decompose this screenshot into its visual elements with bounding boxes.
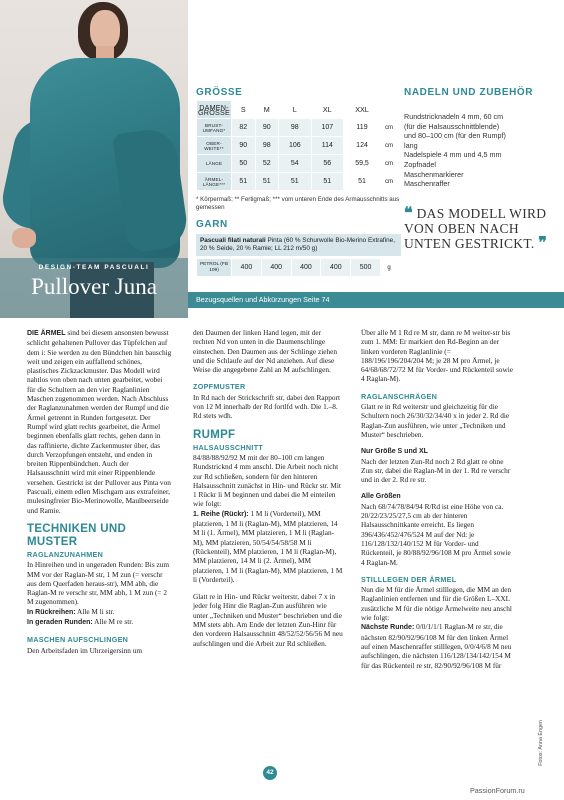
size-heading: GRÖSSE	[196, 87, 243, 98]
photo-credit: Fotos: Anna Engen	[538, 720, 544, 766]
size-header-row	[197, 101, 397, 118]
paragraph: Glatt re in Hin- und Rückr weiterstr, dabei 7 x in jeder folg Hinr die Raglan-Zun ausführen wie unter „Techniken und Muster“ beschrieben und die MM stets abh. Am Ende der letzten Zun-Hinr für den vorderen Halsausschnitt 48/52/52/56/56 M neu aufschlingen und die Arbeit zur Rd schließen.	[193, 592, 343, 648]
size-col: XXL	[344, 101, 380, 118]
table-cell: 51	[344, 173, 380, 190]
unit-cell: cm	[381, 119, 397, 136]
table-cell: 52	[256, 155, 279, 172]
column-2	[193, 328, 343, 656]
paragraph	[193, 509, 343, 584]
paragraph: Nun die M für die Ärmel stilllegen, die MM an den Raglanlinien entfernen und für die Größen L–XXL zusätzliche M für die nötige Ärmelweite neu anschl wie folgt:	[361, 585, 512, 623]
label-all-sizes: Alle Größen	[361, 493, 401, 501]
first-row-text: 1 M li (Vorderteil), MM platzieren, 1 M li (Raglan-M), MM platzieren, 14 M li (1. Ärmel), MM platzieren, 1 M li (Raglan-M), MM platzieren, 50/54/54/58/58 M li (Rückenteil), MM platzieren, 1 M li (Raglan-M), MM platzieren, 14 M li (2. Ärmel), MM platzieren, 1 M li (Raglan-M), MM platzieren, 1 M li (Vorderteil).	[193, 508, 343, 584]
gerade-runden-text: Alle M re str.	[92, 617, 134, 627]
yarn-details: Pinta (60 % Schurwolle Bio-Merino Extrafine, 20 % Seide, 20 % Ramie; LL 212 m/50 g)	[200, 237, 396, 252]
table-row	[197, 119, 397, 136]
paragraph	[361, 622, 513, 669]
designer-label: DESIGN-TEAM PASCUALI	[38, 264, 150, 271]
section-heading-body: RUMPF	[193, 428, 236, 441]
next-round-text: 0/0/1/1/1 Raglan-M re str, die nächsten 82/90/92/96/108 M für den linken Ärmel auf einen Maschenraffer stilllegen, 0/0/4/6/8 M neu aufschlingen, die nächsten 116/128/134/142/154 M für das Rückenteil re str, 82/90/92/96/108 M für	[361, 622, 512, 670]
table-cell: 51	[232, 173, 255, 190]
table-cell: 106	[279, 137, 310, 154]
rueckreihen-text: Alle M li str.	[75, 606, 115, 616]
paragraph: den Daumen der linken Hand legen, mit der rechten Nd von unten in die Daumenschlinge einstechen. Den Daumen aus der Schlinge ziehen und die Schlaufe auf der Nd anziehen. Auf diese Weise die angegebene Zahl an M aufschlingen.	[193, 328, 338, 375]
unit-cell: cm	[381, 137, 397, 154]
quote-text: DAS MODELL WIRD VON OBEN NACH UNTEN GESTRICKT.	[404, 206, 547, 251]
row-label: BRUST-UMFANG*	[197, 119, 231, 136]
unit-cell-empty	[381, 101, 397, 118]
subheading-hold-sleeves: STILLLEGEN DER ÄRMEL	[361, 574, 457, 584]
table-cell: 50	[232, 155, 255, 172]
intro-text: sind bei diesem ansonsten bewusst schlicht gehaltenen Pullover das Tüpfelchen auf dem i: Sie werden zu den Bündchen hin bauschig weit und zeigen ein auffallend schönes, plastisches Zickzackmuster. Das Modell wird nahtlos von oben nach unten gearbeitet, wobei für die Schultern an den vier Raglanlinien Maschen zugenommen werden. Nach Abschluss der Raglanzunahmen werden der Rumpf und die Ärmel getrennt in Runden fortgesetzt. Der Rumpf wird glatt rechts gearbeitet, die Ärmel beginnen ebenfalls glatt rechts, gehen dann in das raffinierte, dichte Zackenmuster über, das durch Verzopfungen entsteht, und enden in breiten Rippenbündchen. Auch der Halsausschnitt wird mit einer Rippenblende versehen. Gestrickt ist der Pullover aus Pinta von Pascuali, einem edlen Mischgarn aus extrafeiner, mulesingfreier Bio-Merinowolle, Maulbeerseide und Ramie.	[27, 328, 172, 515]
model-face	[90, 10, 120, 50]
table-cell: 90	[256, 119, 279, 136]
intro-paragraph	[27, 328, 172, 515]
paragraph: Den Arbeitsfaden im Uhrzeigersinn um	[27, 645, 143, 655]
size-table	[196, 100, 398, 191]
yarn-heading: GARN	[196, 219, 228, 230]
yarn-description	[196, 234, 401, 256]
page-number: 42	[263, 766, 277, 780]
table-row	[197, 259, 397, 276]
model-hand	[12, 228, 36, 248]
size-header-label: DAMEN-GRÖSSE	[198, 102, 230, 117]
table-cell: 107	[312, 119, 343, 136]
quote-open-icon: ❝	[404, 205, 413, 222]
label-next-round: Nächste Runde:	[361, 624, 415, 632]
table-cell: 500	[351, 259, 380, 276]
row-label: LÄNGE	[197, 155, 231, 172]
list-item: lang	[404, 140, 418, 150]
needles-list	[404, 112, 556, 189]
section-heading-techniques: TECHNIKEN UND MUSTER	[27, 522, 127, 548]
table-row	[197, 155, 397, 172]
table-cell: 124	[344, 137, 380, 154]
table-cell: 82	[232, 119, 255, 136]
table-cell: 119	[344, 119, 380, 136]
list-item: Nadelspiele 4 mm und 4,5 mm	[404, 150, 502, 160]
paragraph: Glatt re in Rd weiterstr und gleichzeitig für die Schultern noch 26/30/32/34/40 x in jeder 2. Rd die Raglan-Zun ausführen, wie unter „Techniken und Muster“ beschrieben.	[361, 402, 510, 439]
needles-heading: NADELN UND ZUBEHÖR	[404, 87, 534, 98]
table-row	[197, 173, 397, 190]
yarn-name: Pascuali filati naturali	[200, 237, 266, 244]
label-first-row: 1. Reihe (Rückr):	[193, 510, 249, 518]
row-label: PETROL (FB 109)	[197, 259, 231, 276]
table-cell: 400	[232, 259, 261, 276]
size-col: L	[279, 101, 310, 118]
list-item: Zopfnadel	[404, 159, 436, 169]
pull-quote	[404, 206, 554, 251]
paragraph: Über alle M 1 Rd re M str, dann re M weiter-str bis zum 1. MM: Er markiert den Rd-Beginn an der linken vorderen Raglanlinie (= 188/196/196/204/204 M; je 28 M pro Ärmel, je 64/68/68/72/72 M für Vorder- und Rückenteil sowie 4 Raglan-M).	[361, 328, 513, 384]
raglan-text: In Hinreihen und in ungeraden Runden: Bis zum MM vor der Raglan-M str, 1 M zun (= verschr aus dem Querfaden heraus-str), MM abh, die Raglan-M re verschr str, MM abh, 1 M zun (= 2 M zugenommen).	[27, 560, 170, 607]
subheading-raglan-increase: RAGLANZUNAHMEN	[27, 549, 104, 559]
paragraph: In Rd nach der Strickschrift str, dabei den Rapport von 12 M innerhalb der Rd fortlfd wdh. Die 1.–8. Rd stets wdh.	[193, 392, 341, 421]
table-cell: 400	[262, 259, 291, 276]
table-cell: 98	[256, 137, 279, 154]
page-title: Pullover Juna	[31, 274, 157, 299]
table-cell: 51	[256, 173, 279, 190]
table-cell: 51	[279, 173, 310, 190]
quote-close-icon: ❞	[538, 235, 548, 252]
size-col: S	[232, 101, 255, 118]
subheading-neckline: HALSAUSSCHNITT	[193, 442, 264, 452]
paragraph	[27, 560, 172, 606]
list-item: Maschenmarkierer	[404, 169, 464, 179]
table-cell: 51	[312, 173, 343, 190]
row-label: OBER-WEITE**	[197, 137, 231, 154]
paragraph: 84/88/88/92/92 M mit der 80–100 cm langen Rundstricknd 4 mm anschl. Die Arbeit noch nicht zur Rd schließen, sondern für den hinteren Halsausschnitt zunächst in Hin- und Rückr str. Mit 1 Rückr li M beginnen und dabei die M einteilen wie folgt:	[193, 452, 341, 509]
paragraph: Nach 68/74/78/84/94 R/Rd ist eine Höhe von ca. 20/22/23/25/27,5 cm ab der hinteren Halsausschnittkante erreicht. Es liegen 396/436/452/476/524 M auf der Nd: je 116/128/132/140/152 M für Vorder- und Rückenteil, je 80/88/92/96/108 M pro Ärmel sowie 4 Raglan-M.	[361, 501, 511, 567]
intro-lead: DIE ÄRMEL	[27, 330, 66, 337]
size-col: XL	[312, 101, 343, 118]
size-col: M	[256, 101, 279, 118]
table-cell: 54	[279, 155, 310, 172]
watermark: PassionForum.ru	[470, 786, 525, 795]
subheading-cast-on: MASCHEN AUFSCHLINGEN	[27, 635, 129, 645]
table-cell: 400	[321, 259, 350, 276]
label-gerade-runden: In geraden Runden:	[27, 619, 93, 627]
table-cell: 56	[312, 155, 343, 172]
subheading-cable-pattern: ZOPFMUSTER	[193, 382, 246, 392]
unit-cell: g	[381, 259, 397, 276]
list-item: Maschenraffer	[404, 179, 450, 189]
list-item: und 80–100 cm (für den Rumpf)	[404, 131, 506, 141]
row-label: ÄRMEL-LÄNGE***	[197, 173, 231, 190]
label-size-s-xl: Nur Größe S und XL	[361, 448, 428, 456]
table-cell: 98	[279, 119, 310, 136]
unit-cell: cm	[381, 173, 397, 190]
table-row	[197, 137, 397, 154]
table-cell: 400	[292, 259, 321, 276]
reference-strip: Bezugsquellen und Abkürzungen Seite 74	[188, 292, 564, 308]
subheading-raglan-slopes: RAGLANSCHRÄGEN	[361, 391, 438, 401]
label-rueckreihen: In Rückreihen:	[27, 608, 76, 616]
column-1	[27, 328, 172, 663]
list-item: Rundstricknadeln 4 mm, 60 cm	[404, 112, 504, 121]
table-cell: 114	[312, 137, 343, 154]
list-item: (für die Halsausschnittblende)	[404, 121, 500, 131]
paragraph	[27, 607, 172, 617]
unit-cell: cm	[381, 155, 397, 172]
size-footnote: * Körpermaß; ** Fertigmaß; *** vom unteren Ende des Armausschnitts aus gemessen	[196, 196, 400, 211]
table-cell: 59,5	[344, 155, 380, 172]
paragraph: Nach der letzten Zun-Rd noch 2 Rd glatt re ohne Zun str, dabei die Raglan-M in der 1. Rd re verschr und in der 2. Rd re str.	[361, 456, 511, 485]
paragraph	[27, 617, 172, 627]
table-cell: 90	[232, 137, 255, 154]
yarn-table	[196, 258, 398, 277]
column-3	[361, 328, 513, 678]
